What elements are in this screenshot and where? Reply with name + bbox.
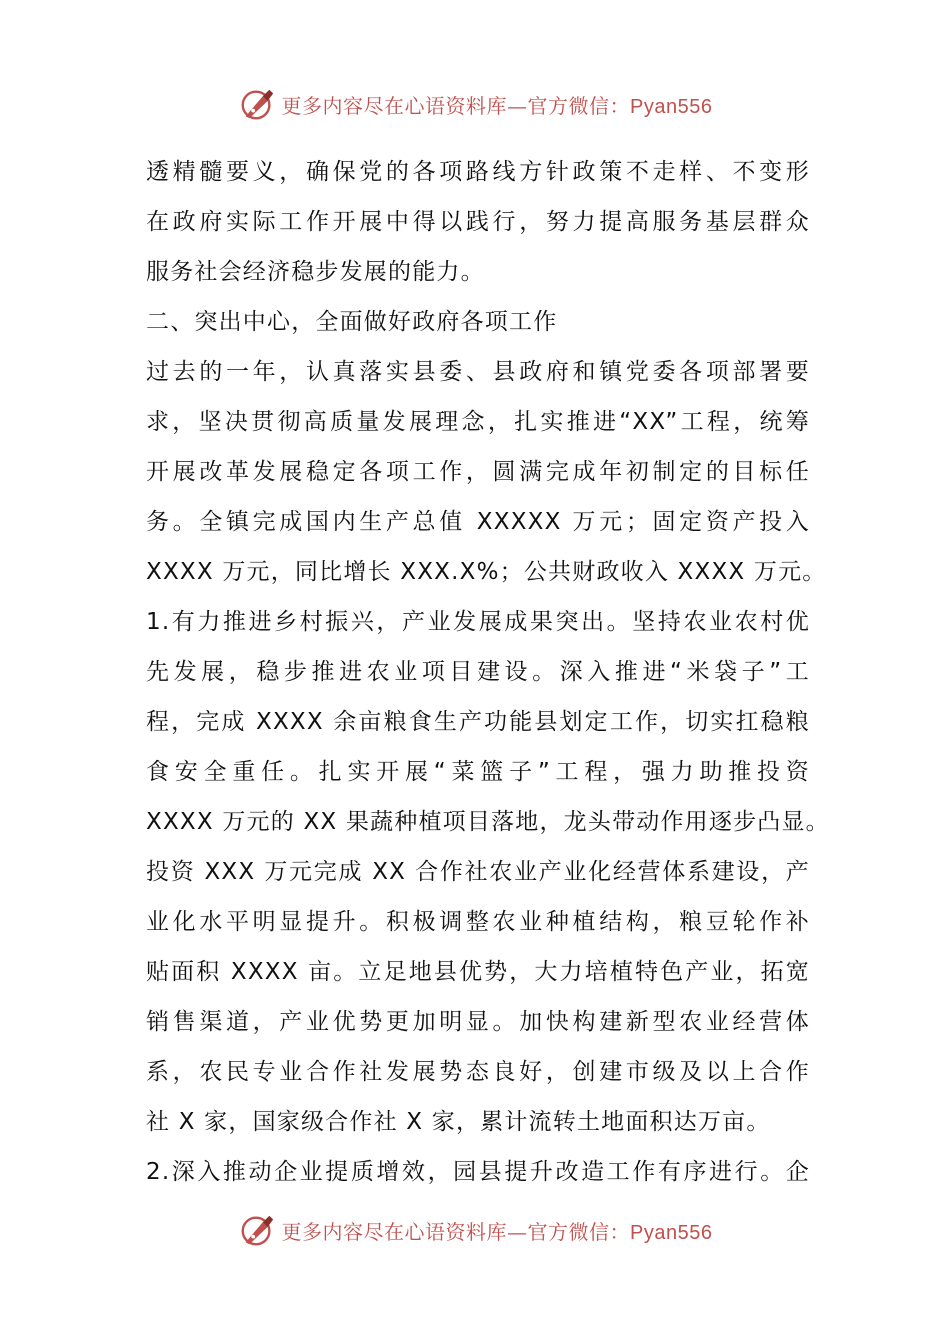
text-line: 程，完成 XXXX 余亩粮食生产功能县划定工作，切实扛稳粮 bbox=[146, 709, 810, 735]
text-line: 1.有力推进乡村振兴，产业发展成果突出。坚持农业农村优 bbox=[146, 609, 810, 635]
text-line: 系，农民专业合作社发展势态良好，创建市级及以上合作 bbox=[146, 1059, 810, 1085]
watermark-text: 更多内容尽在心语资料库—官方微信：Pyan556 bbox=[281, 93, 713, 118]
text-line: 服务社会经济稳步发展的能力。 bbox=[146, 259, 485, 285]
text-line: 开展改革发展稳定各项工作，圆满完成年初制定的目标任 bbox=[146, 459, 810, 485]
text-line: 务。全镇完成国内生产总值 XXXXX 万元；固定资产投入 bbox=[146, 509, 810, 535]
text-line: XXXX 万元的 XX 果蔬种植项目落地，龙头带动作用逐步凸显。 bbox=[146, 809, 830, 835]
text-line: 在政府实际工作开展中得以践行，努力提高服务基层群众 bbox=[146, 209, 810, 235]
text-line: 求，坚决贯彻高质量发展理念，扎实推进“XX”工程，统筹 bbox=[146, 409, 810, 435]
text-line: 二、突出中心，全面做好政府各项工作 bbox=[146, 309, 558, 335]
watermark-handle: Pyan556 bbox=[630, 95, 713, 118]
pen-nib-logo-icon bbox=[238, 85, 276, 123]
header-watermark bbox=[0, 82, 950, 126]
text-line: 透精髓要义，确保党的各项路线方针政策不走样、不变形 bbox=[146, 159, 810, 185]
text-line: 社 X 家，国家级合作社 X 家，累计流转土地面积达万亩。 bbox=[146, 1109, 771, 1135]
text-line: 业化水平明显提升。积极调整农业种植结构，粮豆轮作补 bbox=[146, 909, 810, 935]
text-line: 销售渠道，产业优势更加明显。加快构建新型农业经营体 bbox=[146, 1009, 810, 1035]
text-line: 2.深入推动企业提质增效，园县提升改造工作有序进行。企 bbox=[146, 1159, 810, 1185]
text-line: 过去的一年，认真落实县委、县政府和镇党委各项部署要 bbox=[146, 359, 810, 385]
text-line: XXXX 万元，同比增长 XXX.X%；公共财政收入 XXXX 万元。 bbox=[146, 559, 827, 585]
text-line: 食安全重任。扎实开展“菜篮子”工程，强力助推投资 bbox=[146, 759, 810, 785]
text-line: 先发展，稳步推进农业项目建设。深入推进“米袋子”工 bbox=[146, 659, 810, 685]
footer-watermark bbox=[0, 1208, 950, 1252]
watermark-handle: Pyan556 bbox=[630, 1221, 713, 1244]
pen-nib-logo-icon bbox=[238, 1211, 276, 1249]
text-line: 贴面积 XXXX 亩。立足地县优势，大力培植特色产业，拓宽 bbox=[146, 959, 810, 985]
text-line: 投资 XXX 万元完成 XX 合作社农业产业化经营体系建设，产 bbox=[146, 859, 810, 885]
watermark-text: 更多内容尽在心语资料库—官方微信：Pyan556 bbox=[281, 1219, 713, 1244]
document-body bbox=[146, 147, 830, 1197]
